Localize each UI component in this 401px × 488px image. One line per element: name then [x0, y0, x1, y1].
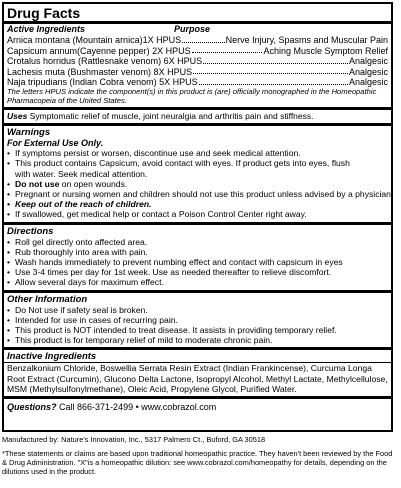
- list-item: • Do Not use if safety seal is broken.: [7, 305, 388, 315]
- list-item: • If swallowed, get medical help or contact a Poison Control Center right away.: [7, 209, 388, 219]
- ingredient-name: Arnica montana (Mountain arnica)1X HPUS: [7, 35, 182, 45]
- external-use-subheading: For External Use Only.: [7, 138, 104, 149]
- do-not-use-text: on open wounds.: [61, 178, 128, 189]
- other-information-list: [4, 305, 391, 348]
- purpose-heading: Purpose: [174, 24, 211, 34]
- warnings-heading: Warnings: [7, 127, 51, 139]
- list-item: [7, 179, 388, 189]
- keep-out-of-reach-item: • Keep out of the reach of children.: [7, 199, 388, 209]
- ingredient-name: Capsicum annum(Cayenne pepper) 2X HPUS: [7, 45, 191, 56]
- inactive-ingredients-heading: Inactive Ingredients: [7, 351, 97, 363]
- active-ingredients-section: [4, 21, 391, 107]
- leader-dots: [192, 52, 263, 53]
- ingredient-row: [4, 35, 391, 46]
- leader-dots: [182, 42, 225, 43]
- warnings-list: [4, 148, 394, 221]
- uses-text: Symptomatic relief of muscle, joint neuralgia and arthritis pain and stiffness.: [29, 111, 314, 122]
- do-not-use-label: Do not use: [15, 178, 60, 189]
- list-item: • Rub thoroughly into area with pain.: [7, 247, 388, 257]
- leader-dots: [199, 84, 348, 85]
- ingredient-name: Lachesis muta (Bushmaster venom) 8X HPUS: [7, 66, 193, 77]
- ingredient-purpose: Nerve Injury, Spasms and Muscular Pain: [225, 35, 388, 45]
- list-item: • Pregnant or nursing women and children should not use this product unless advised by a physician.: [7, 189, 388, 199]
- leader-dots: [193, 73, 348, 74]
- uses-label: Uses: [7, 111, 28, 122]
- drug-facts-panel: [2, 2, 393, 432]
- ingredient-purpose: Analgesic: [348, 56, 388, 67]
- drug-facts-title: Drug Facts: [7, 5, 81, 21]
- ingredient-purpose: Analgesic: [348, 77, 388, 88]
- ingredient-name: Crotalus horridus (Rattlesnake venom) 6X HPUS: [7, 56, 203, 67]
- list-item: • Allow several days for maximum effect.: [7, 277, 388, 287]
- hpus-note: The letters HPUS indicate the component(s) in this product is (are) officially monographed in the Homeopathic Pharmacopeia of the United States.: [7, 86, 377, 105]
- homeopathic-statement: *These statements or claims are based upon traditional homeopathic practice. They haven't been reviewed by the Food & Drug Administration. "X"is a homeopathic dilution: see www.cobrazol.com/homeopathy for details, depending on the dilutions used in the product.: [2, 449, 393, 476]
- inactive-ingredients-text: Benzalkonium Chloride, Boswellia Serrata Resin Extract (Indian Frankincense), Curcuma Longa Root Extract (Curcumin), Glucono Delta Lactone, Isopropyl Alcohol, Methyl Lactate, Methylcellulose, MSM (Methylsulfonylmethane), Oleic Acid, Propylene Glycol, Purified Water.: [4, 362, 391, 396]
- list-item: • Intended for use in cases of recurring pain.: [7, 315, 388, 325]
- questions-label: Questions?: [7, 402, 57, 413]
- directions-heading: Directions: [7, 225, 54, 237]
- list-item: • This product contains Capsicum, avoid contact with eyes. If product gets into eyes, flush: [7, 158, 388, 168]
- questions-contact: Call 866-371-2499 • www.cobrazol.com: [59, 402, 217, 413]
- list-item: • Use 3-4 times per day for 1st week. Use as needed thereafter to relieve discomfort.: [7, 267, 388, 277]
- list-item: • Wash hands immediately to prevent numbing effect and contact with capsicum in eyes: [7, 257, 388, 267]
- questions-section: [4, 396, 391, 415]
- directions-list: [4, 237, 391, 290]
- leader-dots: [203, 63, 348, 64]
- list-item-continued: with water. Seek medical attention.: [15, 168, 148, 179]
- list-item: • This product is for temporary relief of mild to moderate chronic pain.: [7, 335, 388, 345]
- warnings-section: [4, 123, 394, 221]
- list-item: • Roll gel directly onto affected area.: [7, 237, 388, 247]
- inactive-ingredients-section: [4, 347, 391, 396]
- ingredient-row: [4, 67, 391, 78]
- ingredients-header-row: [4, 24, 391, 35]
- ingredient-name: Naja tripudians (Indian Cobra venom) 5X HPUS: [7, 77, 198, 88]
- manufacturer-info: Manufactured by: Nature's Innovation, Inc., 5317 Palmero Ct., Buford, GA 30518: [2, 435, 266, 444]
- other-information-heading: Other Information: [7, 293, 88, 305]
- other-information-section: [4, 290, 391, 348]
- list-item: • If symptoms persist or worsen, discontinue use and seek medical attention.: [7, 148, 388, 158]
- ingredient-purpose: Aching Muscle Symptom Relief: [263, 45, 388, 56]
- ingredient-row: [4, 56, 391, 67]
- directions-section: [4, 222, 391, 290]
- ingredient-purpose: Analgesic: [348, 66, 388, 77]
- list-item: • This product is NOT intended to treat disease. It assists in providing temporary relief.: [7, 325, 388, 335]
- active-ingredients-heading: Active Ingredients: [7, 24, 86, 34]
- uses-section: [4, 107, 391, 123]
- ingredient-row: [4, 46, 391, 57]
